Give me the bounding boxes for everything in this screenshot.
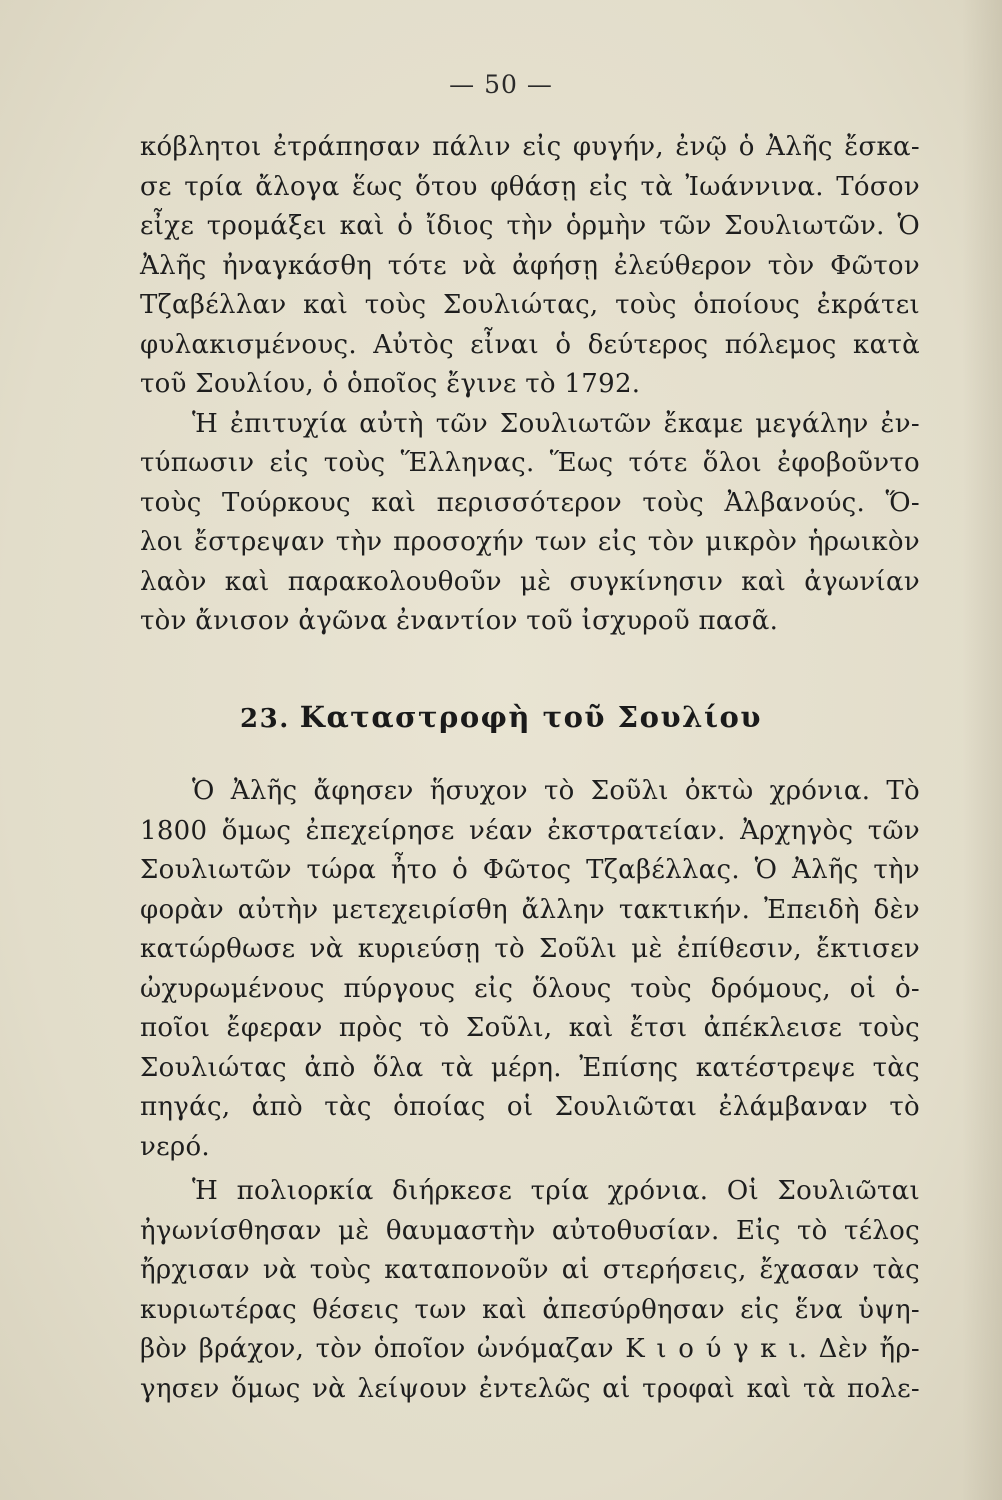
text-line: ἤρχισαν νὰ τοὺς καταπονοῦν αἱ στερήσεις, ἔχασαν τὰς	[140, 1255, 920, 1285]
text-line: Ἡ ἐπιτυχία αὐτὴ τῶν Σουλιωτῶν ἔκαμε μεγάλην ἐν-	[192, 408, 920, 439]
text-line: φυλακισμένους. Αὐτὸς εἶναι ὁ δεύτερος πόλεμος κατὰ	[140, 329, 920, 360]
text-line: Ὁ Ἀλῆς ἄφησεν ἥσυχον τὸ Σοῦλι ὀκτὼ χρόνια. Τὸ	[192, 776, 920, 806]
text-line: κατώρθωσε νὰ κυριεύσῃ τὸ Σοῦλι μὲ ἐπίθεσιν, ἔκτισεν	[140, 934, 920, 964]
text-line: κόβλητοι ἐτράπησαν πάλιν εἰς φυγήν, ἐνῷ ὁ Ἀλῆς ἔσκα-	[140, 132, 920, 162]
text-line: νερό.	[140, 1131, 210, 1162]
text-line: σε τρία ἄλογα ἕως ὅτου φθάσῃ εἰς τὰ Ἰωάννινα. Τόσον	[140, 171, 920, 202]
section-title: Καταστροφὴ τοῦ Σουλίου	[299, 700, 762, 734]
text-line: ποῖοι ἔφεραν πρὸς τὸ Σοῦλι, καὶ ἔτσι ἀπέκλεισε τοὺς	[140, 1013, 920, 1043]
text-line: βὸν βράχον, τὸν ὁποῖον ὠνόμαζαν Κ ι ο ύ γ κ ι. Δὲν ἤρ-	[140, 1334, 920, 1364]
text-line: Σουλιωτῶν τώρα ἦτο ὁ Φῶτος Τζαβέλλας. Ὁ Ἀλῆς τὴν	[140, 855, 920, 885]
section-number: 23.	[240, 704, 290, 734]
text-line: Σουλιώτας ἀπὸ ὅλα τὰ μέρη. Ἐπίσης κατέστρεψε τὰς	[140, 1052, 920, 1083]
text-line: λαὸν καὶ παρακολουθοῦν μὲ συγκίνησιν καὶ ἀγωνίαν	[140, 566, 920, 597]
text-line: τὸν ἄνισον ἀγῶνα ἐναντίον τοῦ ἰσχυροῦ πασᾶ.	[140, 606, 779, 636]
paragraph	[140, 772, 920, 1167]
text-line: ὠχυρωμένους πύργους εἰς ὅλους τοὺς δρόμους, οἱ ὁ-	[140, 973, 920, 1004]
text-line: ἠγωνίσθησαν μὲ θαυμαστὴν αὐτοθυσίαν. Εἰς τὸ τέλος	[140, 1215, 920, 1246]
text-line: τοὺς Τούρκους καὶ περισσότερον τοὺς Ἀλβανούς. Ὅ-	[140, 487, 920, 518]
text-line: λοι ἔστρεψαν τὴν προσοχήν των εἰς τὸν μικρὸν ἡρωικὸν	[140, 527, 920, 557]
text-line: 1800 ὅμως ἐπεχείρησε νέαν ἐκστρατείαν. Ἀρχηγὸς τῶν	[140, 815, 920, 846]
text-line: πηγάς, ἀπὸ τὰς ὁποίας οἱ Σουλιῶται ἐλάμβαναν τὸ	[140, 1092, 920, 1122]
text-line: Ἡ πολιορκία διήρκεσε τρία χρόνια. Οἱ Σουλιῶται	[192, 1176, 920, 1206]
text-line: εἶχε τρομάξει καὶ ὁ ἴδιος τὴν ὁρμὴν τῶν Σουλιωτῶν. Ὁ	[140, 211, 920, 241]
text-line: φορὰν αὐτὴν μετεχειρίσθη ἄλλην τακτικήν. Ἐπειδὴ δὲν	[140, 894, 920, 925]
text-line: Ἀλῆς ἠναγκάσθη τότε νὰ ἀφήσῃ ἐλεύθερον τὸν Φῶτον	[140, 250, 920, 281]
page-edge-shadow	[962, 0, 1002, 1500]
text-line: γησεν ὅμως νὰ λείψουν ἐντελῶς αἱ τροφαὶ καὶ τὰ πολε-	[140, 1373, 920, 1404]
text-line: κυριωτέρας θέσεις των καὶ ἀπεσύρθησαν εἰς ἕνα ὑψη-	[140, 1294, 920, 1325]
paragraph-continuation	[140, 128, 920, 642]
text-line: Τζαβέλλαν καὶ τοὺς Σουλιώτας, τοὺς ὁποίους ἐκράτει	[140, 290, 920, 320]
text-line: τύπωσιν εἰς τοὺς Ἕλληνας. Ἕως τότε ὅλοι ἐφοβοῦντο	[140, 448, 920, 478]
text-line: τοῦ Σουλίου, ὁ ὁποῖος ἔγινε τὸ 1792.	[140, 369, 641, 399]
page-number: — 50 —	[449, 70, 553, 99]
section-heading	[0, 700, 1002, 734]
paragraph	[140, 1172, 920, 1409]
